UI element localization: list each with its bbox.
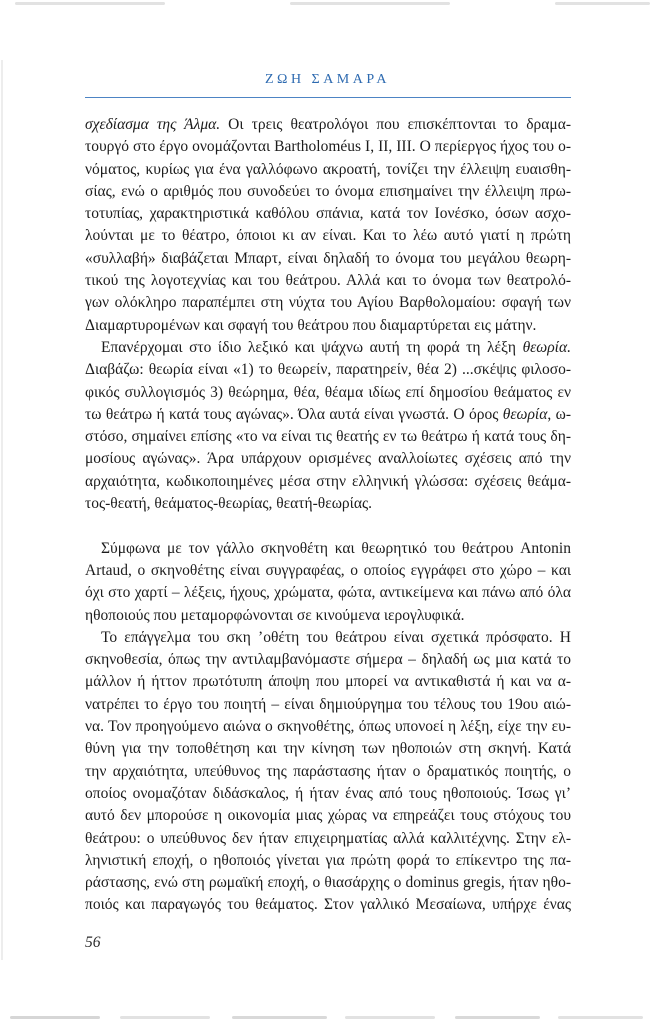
scan-artifact bbox=[558, 1016, 643, 1019]
text-line bbox=[85, 493, 571, 515]
text-run: τος-θεατή, θεάματος-θεωρίας, θεατή-θεωρίας. bbox=[85, 495, 372, 513]
text-line bbox=[85, 426, 571, 448]
text-run: Διαβάζω: θεωρία είναι «1) το θεωρείν, παρατηρείν, θέα 2) ...σκέψις φιλοσο- bbox=[85, 361, 571, 379]
paragraph bbox=[85, 538, 571, 627]
text-run: τικού της λογοτεχνίας και του θεάτρου. Αλλά και το όνομα των θεατρολό- bbox=[85, 272, 571, 290]
text-line bbox=[85, 448, 571, 470]
text-run: , ω- bbox=[547, 405, 571, 423]
text-line bbox=[85, 627, 571, 649]
scan-artifact bbox=[10, 1016, 100, 1019]
text-line bbox=[85, 872, 571, 894]
text-run: Το επάγγελμα του σκη ’οθέτη του θεάτρου είναι σχετικά πρόσφατο. Η bbox=[101, 628, 571, 646]
text-line bbox=[85, 315, 571, 337]
text-line bbox=[85, 761, 571, 783]
text-line bbox=[85, 671, 571, 693]
text-run: σίας, ενώ ο αριθμός που συνοδεύει το όνομα επισημαίνει την έλλειψη πρω- bbox=[85, 182, 571, 200]
text-line bbox=[85, 850, 571, 872]
page-number: 56 bbox=[85, 934, 101, 951]
text-line bbox=[85, 716, 571, 738]
text-line bbox=[85, 828, 571, 850]
text-run: την αρχαιότητα, υπεύθυνος της παράστασης ήταν ο δραματικός ποιητής, ο bbox=[85, 762, 571, 780]
text-line bbox=[85, 805, 571, 827]
text-run: νατρέπει το έργο του ποιητή – είναι δημιούργημα του τέλους του 19ου αιώ- bbox=[85, 695, 571, 713]
text-run: όχι στο χαρτί – λέξεις, ήχους, χρώματα, φώτα, αντικείμενα και πάνω από όλα bbox=[85, 584, 571, 602]
text-line bbox=[85, 783, 571, 805]
text-line bbox=[85, 159, 571, 181]
text-line bbox=[85, 605, 571, 627]
text-run: θύνη για την τοποθέτηση και την κίνηση των ηθοποιών στη σκηνή. Κατά bbox=[85, 740, 571, 758]
text-run: φικός συλλογισμός 3) θεώρημα, θέα, θέαμα ιδίως επί δημοσίου θεάματος εν bbox=[85, 383, 571, 401]
text-run: Επανέρχομαι στο ίδιο λεξικό και ψάχνω αυτή τη φορά τη λέξη bbox=[101, 338, 523, 356]
italic-text-run: θεωρία. bbox=[522, 338, 571, 356]
text-line bbox=[85, 471, 571, 493]
paragraph bbox=[85, 627, 571, 917]
text-line bbox=[85, 694, 571, 716]
scan-artifact bbox=[120, 1016, 210, 1019]
text-line bbox=[85, 359, 571, 381]
text-run: τουργό στο έργο ονομάζονται Bartholoméus I, II, III. Ο περίεργος ήχος του ο- bbox=[85, 138, 571, 156]
text-run: Artaud, ο σκηνοθέτης είναι συγγραφέας, ο οποίος εγγράφει στο χώρο – και bbox=[85, 561, 571, 579]
text-run: λούνται με το θέατρο, όποιοι κι αν είναι. Και το λέω αυτό γιατί η πρώτη bbox=[85, 227, 571, 245]
text-run: αρχαιότητα, κωδικοποιημένες μέσα στην ελληνική γλώσσα: σχέσεις θεάμα- bbox=[85, 472, 571, 490]
text-run: ράστασης, ενώ στη ρωμαϊκή εποχή, ο θιασάρχης ο dominus gregis, ήταν ηθο- bbox=[85, 874, 571, 892]
text-run: μάλλον ή ήττον πρωτότυπη άποψη που μπορεί να αντικαθιστά ή και να α- bbox=[85, 673, 571, 691]
text-line bbox=[85, 136, 571, 158]
body-text bbox=[85, 114, 571, 917]
text-run: θεάτρου: ο υπεύθυνος δεν ήταν επιχειρηματίας αλλά καλλιτέχνης. Στην ελ- bbox=[85, 829, 571, 847]
paragraph bbox=[85, 114, 571, 337]
header-rule bbox=[85, 97, 571, 98]
italic-text-run: σχεδίασμα της Άλμα. bbox=[85, 116, 221, 133]
running-header: ΖΩΗ ΣΑΜΑΡΑ bbox=[264, 72, 390, 87]
scan-artifact bbox=[455, 1016, 540, 1019]
text-line bbox=[85, 894, 571, 916]
text-run: στόσο, σημαίνει επίσης «το να είναι τις θεατής εν τω θεάτρω ή κατά τους δη- bbox=[85, 428, 571, 446]
text-line bbox=[85, 649, 571, 671]
text-run: Σύμφωνα με τον γάλλο σκηνοθέτη και θεωρητικό του θεάτρου Antonin bbox=[101, 539, 571, 557]
text-run: σκηνοθεσία, όπως την αντιλαμβανόμαστε σήμερα – δηλαδή ως μια κατά το bbox=[85, 651, 571, 669]
text-line bbox=[85, 738, 571, 760]
text-run: ηθοποιούς που μεταμορφώνονται σε κινούμενα ιερογλυφικά. bbox=[85, 606, 465, 624]
text-line bbox=[85, 404, 571, 426]
text-run: ποιός και παραγωγός του θεάματος. Στον γαλλικό Μεσαίωνα, υπήρχε ένας bbox=[85, 896, 571, 914]
text-line bbox=[85, 292, 571, 314]
scan-artifact bbox=[15, 2, 165, 5]
italic-text-run: θεωρία bbox=[502, 405, 548, 423]
text-line bbox=[85, 560, 571, 582]
text-run: γων ολόκληρο παραπέμπει στη νύχτα του Αγίου Βαρθολομαίου: σφαγή των bbox=[85, 294, 571, 312]
scan-artifact bbox=[232, 1016, 327, 1019]
text-run: να. Τον προηγούμενο αιώνα ο σκηνοθέτης, όπως υπονοεί η λέξη, είχε την ευ- bbox=[85, 718, 571, 736]
scan-artifact bbox=[290, 2, 450, 5]
scan-edge-strip bbox=[1, 60, 3, 960]
text-run: οποίος ονομαζόταν διδάσκαλος, ή ήταν ένας από τους ηθοποιούς. Ίσως γι’ bbox=[85, 784, 571, 802]
text-line bbox=[85, 337, 571, 359]
text-line bbox=[85, 181, 571, 203]
scan-artifact bbox=[345, 1016, 435, 1019]
scan-artifact bbox=[555, 2, 650, 5]
text-run: αυτό δεν μπορούσε η οικονομία μιας χώρας να επηρεάζει τους στόχους του bbox=[85, 807, 571, 825]
text-line bbox=[85, 270, 571, 292]
paragraph bbox=[85, 337, 571, 515]
text-run: μοσίους αγώνας». Άρα υπάρχουν ορισμένες αναλλοίωτες σχέσεις από την bbox=[85, 450, 571, 468]
text-run: Διαμαρτυρομένων και σφαγή του θεάτρου που διαμαρτύρεται εις μάτην. bbox=[85, 316, 537, 334]
text-run: «συλλαβή» διαβάζεται Μπαρτ, είναι δηλαδή το όνομα του μεγάλου θεωρη- bbox=[85, 249, 571, 267]
text-line bbox=[85, 538, 571, 560]
text-line bbox=[85, 382, 571, 404]
text-run: τω θεάτρω ή κατά τους αγώνας». Όλα αυτά είναι γνωστά. Ο όρος bbox=[85, 405, 503, 423]
text-line bbox=[85, 248, 571, 270]
text-line bbox=[85, 114, 571, 136]
text-run: τοτυπίας, χαρακτηριστικά καθόλου σπάνια, κατά τον Ιονέσκο, όσων ασχο- bbox=[85, 205, 571, 223]
text-line bbox=[85, 203, 571, 225]
text-line bbox=[85, 582, 571, 604]
text-line bbox=[85, 225, 571, 247]
text-run: νόματος, κυρίως για ένα γαλλόφωνο ακροατή, τονίζει την έλλειψη ευαισθη- bbox=[85, 160, 571, 178]
text-run: Οι τρεις θεατρολόγοι που επισκέπτονται το δραμα- bbox=[220, 116, 571, 133]
text-run: ληνιστική εποχή, ο ηθοποιός γίνεται για πρώτη φορά το επίκεντρο της πα- bbox=[85, 851, 571, 869]
